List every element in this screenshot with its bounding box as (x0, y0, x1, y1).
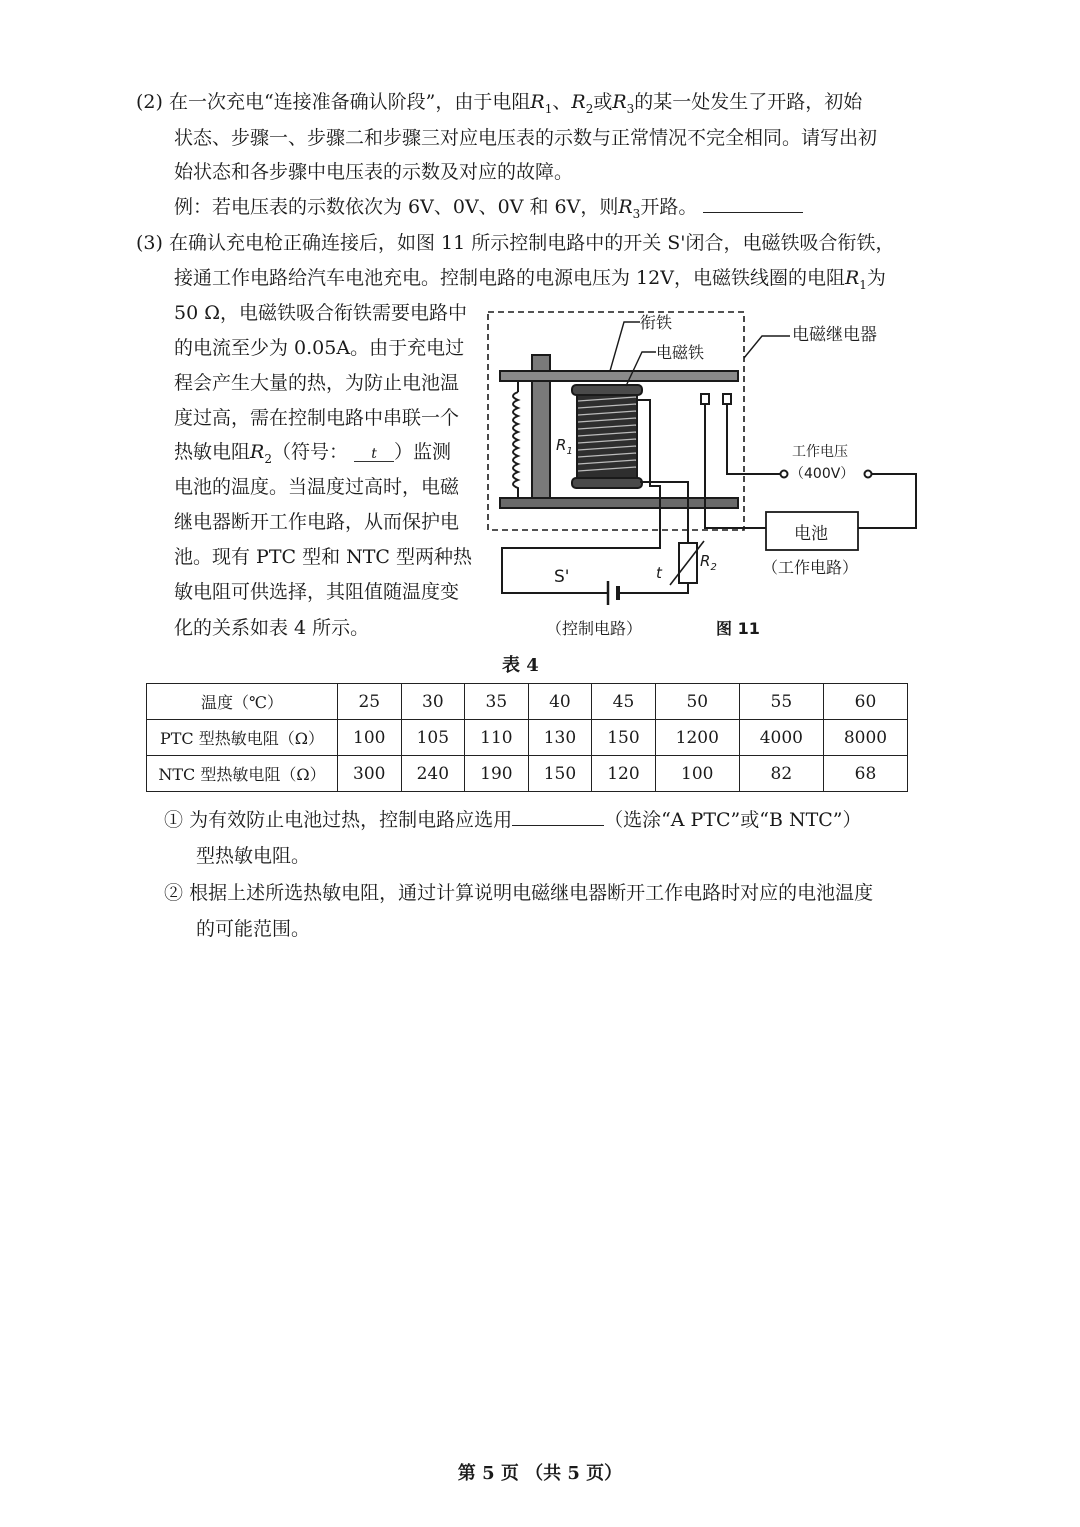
work-voltage-label: 工作电压 (792, 444, 848, 460)
switch-label: S' (554, 567, 570, 587)
r1-label-sub: 1 (566, 446, 573, 457)
example-end: 开路。 (640, 196, 698, 218)
wrap5-r2-var: R (250, 441, 265, 463)
q2-text: 在一次充电“连接准备确认阶段”，由于电阻 (168, 91, 531, 113)
t-label: t (656, 564, 662, 582)
r2-label-sub: 2 (710, 562, 717, 573)
work-wire-2 (727, 404, 780, 474)
q2-example (174, 198, 803, 220)
q3-wrap-2: 的电流至少为 0.05A。由于充电过 (174, 337, 465, 359)
q3-wrap-9: 敏电阻可供选择，其阻值随温度变 (174, 581, 460, 603)
r2-label (700, 552, 717, 573)
sep: 、 (552, 91, 572, 113)
figure-11-relay-diagram (480, 300, 940, 648)
sub2-label: ② (164, 882, 184, 904)
contact-1 (701, 394, 709, 404)
q2-line-2: 状态、步骤一、步骤二和步骤三对应电压表的示数与正常情况不完全相同。请写出初 (174, 127, 878, 149)
example-answer-blank[interactable] (703, 212, 803, 213)
table-caption: 表 4 (502, 655, 539, 676)
sub1-line-2: 型热敏电阻。 (196, 845, 311, 867)
table-cell: 110 (465, 720, 529, 756)
armature-label: 衔铁 (640, 313, 673, 332)
q3-line-1 (136, 234, 895, 253)
r3-sub: 3 (626, 101, 635, 116)
table-cell: 240 (401, 756, 465, 792)
table-cell: 55 (739, 684, 823, 720)
base-plate (500, 498, 738, 508)
q3-line-2 (174, 269, 886, 291)
q2-line-1 (136, 93, 862, 115)
q3-text: 在确认充电枪正确连接后，如图 11 所示控制电路中的开关 S'闭合，电磁铁吸合衔铁， (168, 232, 895, 254)
sub2-line-1 (164, 884, 873, 903)
r3-var: R (612, 91, 627, 113)
table-cell: 100 (338, 720, 402, 756)
sub1-options: （选涂“A PTC”或“B NTC”） (604, 809, 862, 831)
table-cell: 40 (528, 684, 592, 720)
page-footer: 第 5 页 （共 5 页） (457, 1463, 623, 1484)
wrap5-end: ）监测 (394, 441, 452, 463)
table-cell: 30 (401, 684, 465, 720)
table-cell: 1200 (655, 720, 739, 756)
sub2-line-2: 的可能范围。 (196, 918, 311, 940)
sub1-label: ① (164, 809, 184, 831)
q3-r1-var: R (844, 267, 860, 289)
thermistor-table (146, 683, 908, 792)
q3-wrap-1: 50 Ω，电磁铁吸合衔铁需要电路中 (174, 302, 467, 324)
example-text: 例：若电压表的示数依次为 6V、0V、0V 和 6V，则 (174, 196, 619, 218)
table-cell: 300 (338, 756, 402, 792)
table-cell: 68 (823, 756, 907, 792)
spring (513, 381, 518, 498)
table-cell: 150 (592, 720, 656, 756)
q3-wrap-5 (174, 443, 451, 465)
sub1-answer-blank[interactable] (512, 825, 604, 826)
r2-var: R (571, 91, 586, 113)
thermistor-symbol (354, 447, 394, 462)
q2-line-3: 始状态和各步骤中电压表的示数及对应的故障。 (174, 161, 574, 183)
wrap5-symbol-label: （符号： (271, 441, 348, 463)
wrap5-text: 热敏电阻 (174, 441, 251, 463)
table-cell: 130 (528, 720, 592, 756)
r1-sub: 1 (544, 101, 553, 116)
relay-label: 电磁继电器 (792, 325, 877, 345)
battery-label: 电池 (794, 524, 828, 544)
table-cell: 82 (739, 756, 823, 792)
core-top (572, 385, 642, 395)
control-wire-bottom (618, 583, 688, 593)
q3-line2-text: 接通工作电路给汽车电池充电。控制电路的电源电压为 12V，电磁铁线圈的电阻 (174, 267, 845, 289)
or-word: 或 (593, 91, 613, 113)
wrap5-r2-sub: 2 (264, 451, 272, 466)
table-cell: 60 (823, 684, 907, 720)
electromagnet-label: 电磁铁 (656, 343, 705, 362)
table-cell: 190 (465, 756, 529, 792)
table-cell: 35 (465, 684, 529, 720)
table-cell: 4000 (739, 720, 823, 756)
r1-label (556, 436, 573, 457)
q3-wrap-6: 电池的温度。当温度过高时，电磁 (174, 476, 460, 498)
work-wire-3 (858, 474, 916, 528)
table-cell: 50 (655, 684, 739, 720)
thermistor-t: t (371, 446, 377, 462)
example-r-var: R (618, 196, 633, 218)
row-head: NTC 型热敏电阻（Ω） (147, 756, 338, 792)
control-wire-right (640, 482, 688, 543)
q3-label: (3) (136, 232, 163, 254)
sub1-line-1 (164, 811, 862, 830)
work-circuit-label: （工作电路） (762, 558, 859, 577)
table-cell: 100 (655, 756, 739, 792)
q3-line2-end: 为 (866, 267, 886, 289)
table-cell: 120 (592, 756, 656, 792)
r1-var: R (530, 91, 545, 113)
core-bottom (572, 478, 642, 488)
figure-caption: 图 11 (716, 619, 760, 638)
table-cell: 25 (338, 684, 402, 720)
sub2-text: 根据上述所选热敏电阻，通过计算说明电磁继电器断开工作电路时对应的电池温度 (189, 882, 874, 904)
table-row-temperature (147, 684, 908, 720)
q3-wrap-7: 继电器断开工作电路，从而保护电 (174, 511, 460, 533)
control-circuit-label: （控制电路） (546, 619, 643, 638)
q3-wrap-10: 化的关系如表 4 所示。 (174, 617, 370, 639)
r2-sub: 2 (585, 101, 594, 116)
q3-wrap-3: 程会产生大量的热，为防止电池温 (174, 372, 460, 394)
table-cell: 45 (592, 684, 656, 720)
contact-2 (723, 394, 731, 404)
armature-bar (500, 371, 738, 381)
table-cell: 150 (528, 756, 592, 792)
relay-leader (744, 336, 790, 358)
terminal-left (781, 471, 788, 478)
q3-wrap-8: 池。现有 PTC 型和 NTC 型两种热 (174, 546, 472, 568)
table-cell: 105 (401, 720, 465, 756)
sub1-text: 为有效防止电池过热，控制电路应选用 (189, 809, 513, 831)
row-head: 温度（℃） (147, 684, 338, 720)
table-row-ntc (147, 756, 908, 792)
r1-label-var: R (556, 436, 567, 454)
voltage-value: （400V） (790, 466, 855, 482)
q3-wrap-4: 度过高，需在控制电路中串联一个 (174, 407, 460, 429)
q2-label: (2) (136, 91, 163, 113)
table-cell: 8000 (823, 720, 907, 756)
q3-r1-sub: 1 (859, 277, 867, 292)
r2-label-var: R (700, 552, 711, 570)
row-head: PTC 型热敏电阻（Ω） (147, 720, 338, 756)
example-r-sub: 3 (632, 206, 641, 221)
q2-text-end: 的某一处发生了开路，初始 (634, 91, 863, 113)
armature-leader (610, 322, 640, 371)
terminal-right (865, 471, 872, 478)
work-wire-1 (705, 404, 766, 528)
table-row-ptc (147, 720, 908, 756)
